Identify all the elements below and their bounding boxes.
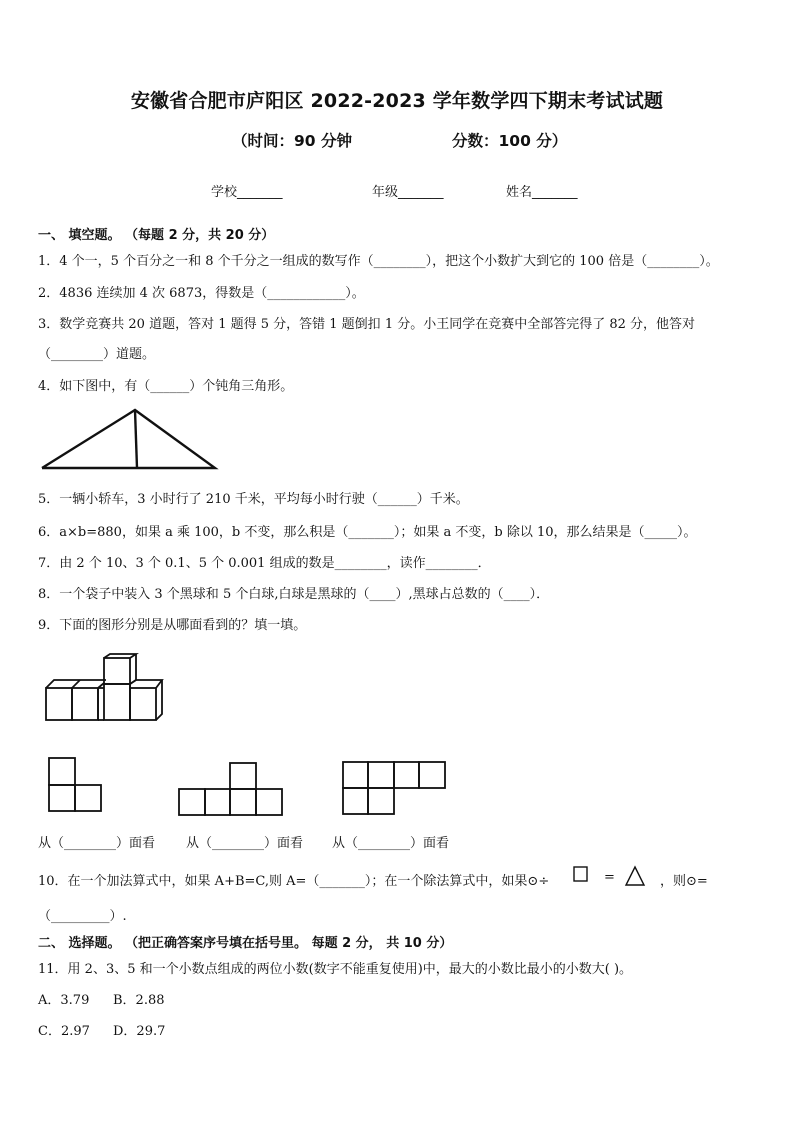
view-3-label: 从（________）面看 [332, 836, 450, 851]
question-1: 1．4 个一，5 个百分之一和 8 个千分之一组成的数写作（________），把这个小数扩大到它的 100 倍是（________）。 [38, 254, 719, 269]
option-a: A．3.79 [38, 993, 90, 1008]
view-1-label: 从（________）面看 [38, 836, 156, 851]
cube-stack-figure [42, 652, 168, 726]
school-field: 学校_______ [211, 185, 283, 200]
view-1-shape [48, 757, 104, 813]
question-8: 8．一个袋子中装入 3 个黑球和 5 个白球,白球是黑球的（____）,黑球占总数的（____）． [38, 587, 550, 602]
page-title: 安徽省合肥市庐阳区 2022-2023 学年数学四下期末考试试题 [130, 90, 664, 112]
question-10-then: ，则⊙= [660, 874, 708, 889]
time-label: （时间：90 分钟 [232, 132, 352, 150]
view-2-label: 从（________）面看 [186, 836, 304, 851]
triangle-figure [40, 408, 220, 470]
triangle-icon [624, 865, 646, 887]
section-heading-fill: 一、 填空题。 （每题 2 分，共 20 分） [38, 228, 275, 243]
question-9: 9．下面的图形分别是从哪面看到的？填一填。 [38, 618, 307, 633]
option-c: C．2.97 [38, 1024, 90, 1039]
score-label: 分数：100 分） [452, 132, 568, 150]
question-5: 5．一辆小轿车，3 小时行了 210 千米，平均每小时行驶（______）千米。 [38, 492, 469, 507]
option-d: D．29.7 [113, 1024, 166, 1039]
question-10-equals: = [604, 870, 615, 885]
question-7: 7．由 2 个 10、3 个 0.1、5 个 0.001 组成的数是________，读作________． [38, 556, 491, 571]
view-2-shape [178, 762, 284, 816]
question-3: 3．数学竞赛共 20 道题，答对 1 题得 5 分，答错 1 题倒扣 1 分。小王同学在竞赛中全部答完得了 82 分，他答对 [38, 317, 696, 332]
section-heading-choice: 二、 选择题。 （把正确答案序号填在括号里。 每题 2 分， 共 10 分） [38, 936, 453, 951]
grade-field: 年级_______ [372, 185, 444, 200]
square-icon [573, 866, 589, 883]
question-6: 6．a×b=880，如果 a 乘 100，b 不变，那么积是（_______）；如果 a 不变，b 除以 10，那么结果是（_____）。 [38, 525, 697, 540]
question-4: 4．如下图中，有（______）个钝角三角形。 [38, 379, 294, 394]
question-10-continued: （_________）. [38, 909, 127, 924]
view-3-shape [342, 761, 448, 815]
option-b: B．2.88 [113, 993, 165, 1008]
question-10: 10．在一个加法算式中，如果 A+B=C,则 A=（_______）；在一个除法算式中，如果⊙÷ [38, 874, 550, 889]
question-2: 2．4836 连续加 4 次 6873，得数是（____________）。 [38, 286, 365, 301]
question-11: 11．用 2、3、5 和一个小数点组成的两位小数(数字不能重复使用)中，最大的小数比最小的小数大( )。 [38, 962, 633, 977]
name-field: 姓名_______ [506, 185, 578, 200]
question-3-continued: （________）道题。 [38, 347, 156, 362]
